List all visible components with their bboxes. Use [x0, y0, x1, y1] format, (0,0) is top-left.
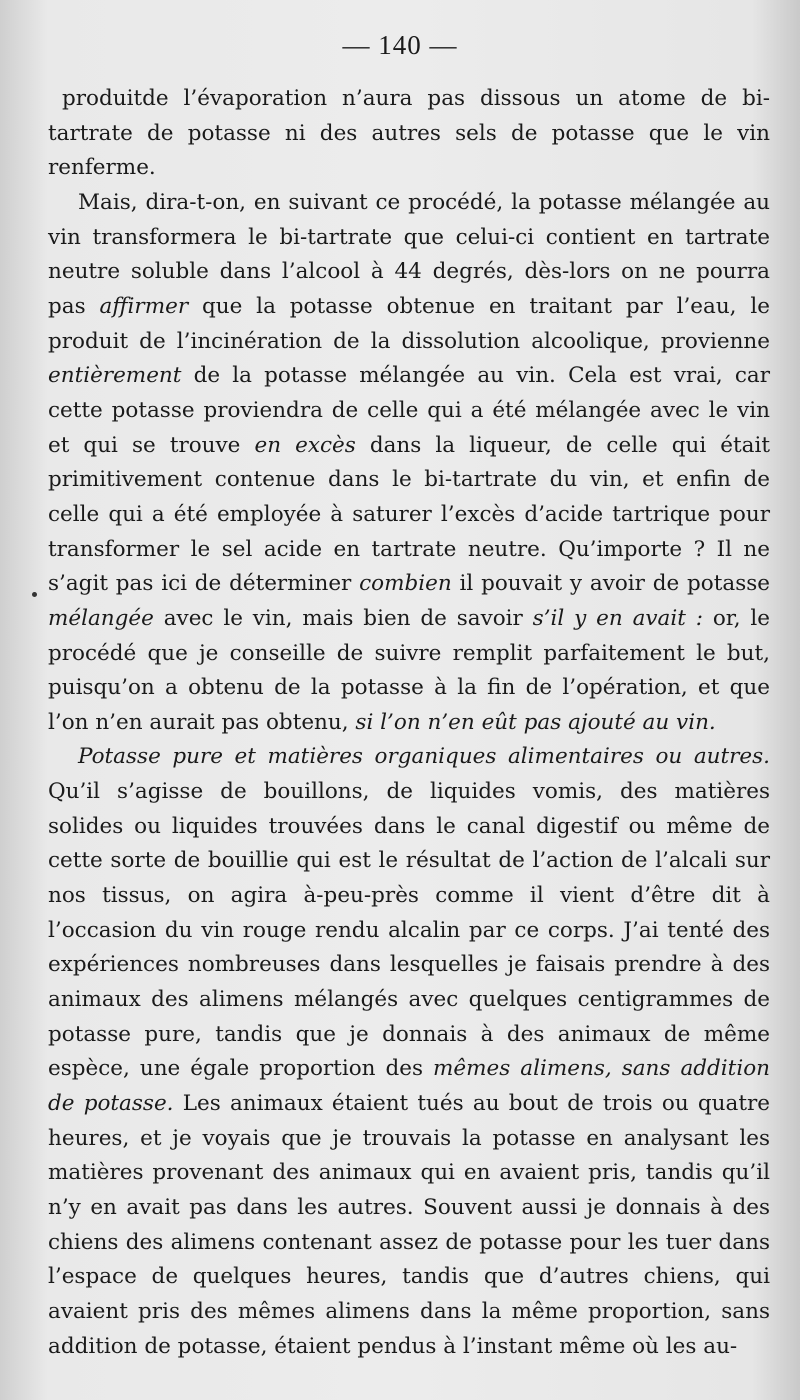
- text-run: Mais, dira-t-on, en suivant ce procédé, la potasse mélangée au vin transformera le bi-tartrate que celui-ci contient en tartrate neutre soluble dans l’alcool à 44 degrés, dès-lors on ne pourra pas: [48, 189, 770, 319]
- body-text: [48, 82, 770, 1364]
- page-number: — 140 —: [342, 30, 458, 60]
- text-run: il pouvait y avoir de potasse: [451, 571, 770, 597]
- italic-run: si l’on n’en eût pas ajouté au vin.: [355, 709, 716, 735]
- text-run: dans la liqueur, de celle qui était primitivement contenue dans le bi-tartrate du vin, et enfin de celle qui a été employée à saturer l’excès d’acide tartrique pour transformer le sel acide en tartrate neutre. Qu’importe ? Il ne s’agit pas ici de déterminer: [48, 432, 770, 597]
- text-run: Qu’il s’agisse de bouillons, de liquides vomis, des matières solides ou liquides trouvées dans le canal digestif ou même de cette sorte de bouillie qui est le résultat de l’action de l’alcali sur nos tissus, on agira à-peu-près comme il vient d’être dit à l’occasion du vin rouge rendu alcalin par ce corps. J’ai tenté des expériences nombreuses dans lesquelles je faisais prendre à des animaux des alimens mélangés avec quelques centigrammes de potasse pure, tandis que je donnais à des animaux de même espèce, une égale proportion des: [48, 779, 770, 1082]
- italic-run: entièrement: [48, 363, 182, 389]
- paragraph-3: [48, 740, 770, 1364]
- text-run: Les animaux étaient tués au bout de trois ou quatre heures, et je voyais que je trouvais la potasse en analysant les matières provenant des animaux qui en avaient pris, tandis qu’il n’y en avait pas dans les autres. Souvent aussi je donnais à des chiens des alimens contenant assez de potasse pour les tuer dans l’espace de quelques heures, tandis que d’autres chiens, qui avaient pris des mêmes alimens dans la même proportion, sans addition de potasse, étaient pendus à l’instant même où les au-: [48, 1091, 770, 1359]
- paragraph-1: [48, 82, 770, 186]
- italic-run: mélangée: [48, 605, 154, 631]
- paragraph-2: [48, 186, 770, 741]
- text-run: or, le procédé que je conseille de suivre remplit parfaitement le but, puisqu’on a obtenu de la potasse à la fin de l’opération, et que l’on n’en aurait pas obtenu,: [48, 605, 770, 735]
- italic-run: s’il y en avait :: [532, 605, 703, 631]
- ink-speck: [32, 592, 37, 597]
- italic-run: Potasse pure et matières organiques alimentaires ou autres.: [78, 744, 770, 770]
- italic-run: affirmer: [99, 293, 189, 319]
- text-run: de la potasse mélangée au vin. Cela est vrai, car cette potasse proviendra de celle qui a été mélangée avec le vin et qui se trouve: [48, 363, 770, 458]
- text-run: que la potasse obtenue en traitant par l’eau, le produit de l’incinération de la dissolution alcoolique, provienne: [48, 293, 771, 354]
- italic-run: en excès: [254, 432, 356, 458]
- italic-run: mêmes alimens, sans addition de potasse.: [48, 1056, 770, 1117]
- text-run: avec le vin, mais bien de savoir: [153, 605, 533, 631]
- italic-run: combien: [359, 571, 452, 597]
- text-run: produitde l’évaporation n’aura pas dissous un atome de bi-tartrate de potasse ni des autres sels de potasse que le vin renferme.: [48, 86, 770, 181]
